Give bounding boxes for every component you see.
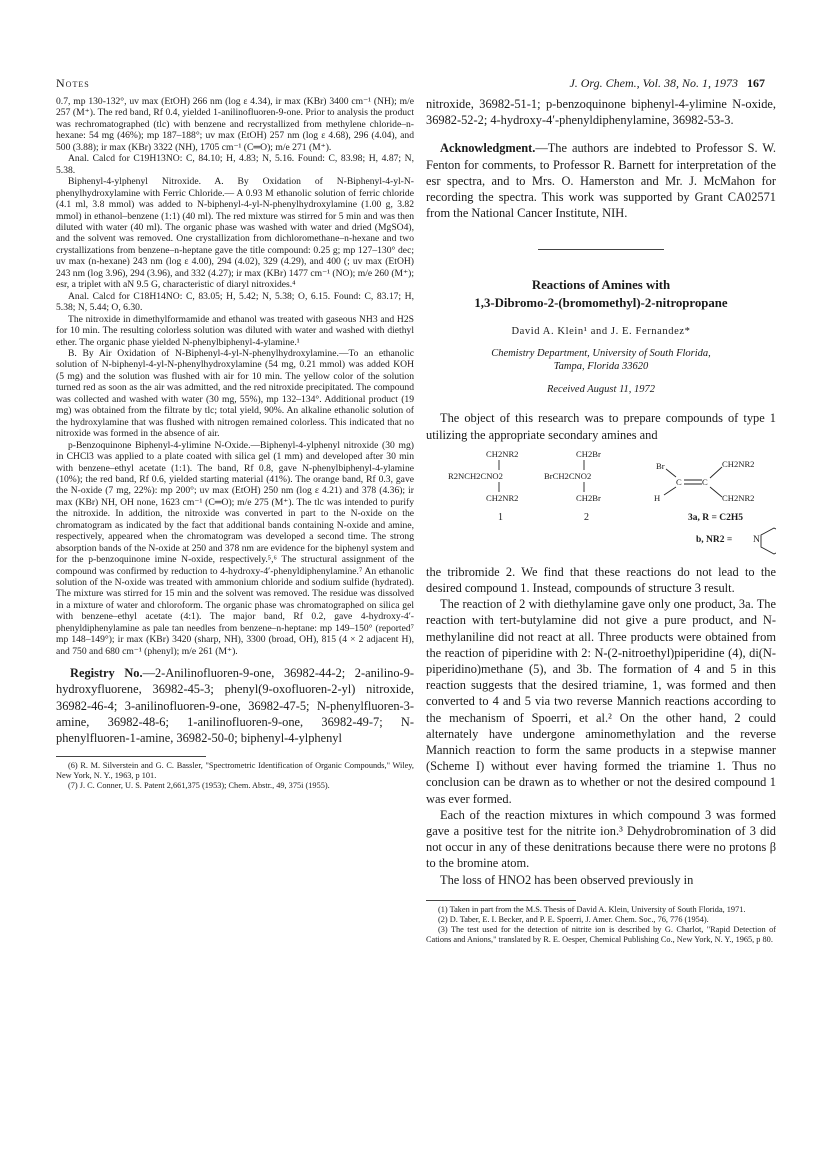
paragraph: B. By Air Oxidation of N-Biphenyl-4-yl-N-phenylhydroxylamine.—To an ethanolic solution of N-biphenyl-4-yl-N-phenylhydroxylamine (54 mg, 0.21 mmol) was added KOH (5 mg) and the solution was flushed with air for 10 min. The yellow color of the solution turned red as soon as the air was admitted, and the red nitroxide precipitated. The compound was collected and washed with water (30 mg, 55%), mp 132–134°. Additional product (19 mg) was obtained from the filtrate by tlc; total yield, 90%. An alkaline ethanolic solution of the hydroxylamine that was flushed with nitrogen remained colorless. This indicated that no nitroxide was formed in the absence of air. <box>56 347 414 440</box>
footnote-divider <box>426 900 576 901</box>
paragraph: Each of the reaction mixtures in which compound 3 was formed gave a positive test for the nitrite ion.³ Dehydrobromination of 3 did not occur in any of these denitrations because there were no protons β to the bromine atom. <box>426 807 776 871</box>
footnote: (2) D. Taber, E. I. Becker, and P. E. Spoerri, J. Amer. Chem. Soc., 76, 776 (1954). <box>438 914 709 924</box>
paragraph: Anal. Calcd for C18H14NO: C, 83.05; H, 5.42; N, 5.38; O, 6.15. Found: C, 83.17; H, 5.38; N, 5.44; O, 6.30. <box>56 290 414 314</box>
structure-3a-label: 3a, R = C2H5 <box>688 512 744 523</box>
paragraph: nitroxide, 36982-51-1; p-benzoquinone biphenyl-4-ylimine N-oxide, 36982-52-2; 4-hydroxy-4′-phenyldiphenylamine, 36982-53-3. <box>426 97 776 128</box>
structure-1-middle: R2NCH2CNO2 <box>448 470 503 481</box>
right-column <box>426 96 776 945</box>
structure-figure <box>426 449 776 564</box>
structure-3b-label: b, NR2 = <box>696 534 733 545</box>
article-title-line1: Reactions of Amines with <box>531 278 671 293</box>
article-heading <box>426 276 776 396</box>
structure-2-bottom: CH2Br <box>576 492 601 503</box>
article-title-line2: 1,3-Dibromo-2-(bromomethyl)-2-nitropropane <box>474 296 728 311</box>
affiliation-line1: Chemistry Department, University of South Florida, <box>491 348 711 360</box>
registry-section <box>56 665 414 746</box>
registry-label: Registry No. <box>70 666 143 681</box>
structure-1-top: CH2NR2 <box>486 448 519 459</box>
paragraph: The object of this research was to prepare compounds of type 1 utilizing the appropriate secondary amines and <box>426 411 776 442</box>
structure-2-middle: BrCH2CNO2 <box>544 470 592 481</box>
paragraph: The loss of HNO2 has been observed previously in <box>440 872 694 887</box>
registry-text: —2-Anilinofluoren-9-one, 36982-44-2; 2-anilino-9-hydroxyfluorene, 36982-45-3; phenyl(9-oxofluoren-2-yl) nitroxide, 36982-46-4; 3-anilinofluoren-9-one, 36982-47-5; N-phenylfluoren-3-amine, 36982-48-6; 1-anilinofluoren-9-one, 36982-49-7; N-phenylfluoren-1-amine, 36982-50-0; biphenyl-4-ylphenyl <box>56 666 414 746</box>
registry-continuation <box>426 96 776 128</box>
body-text <box>426 564 776 888</box>
structure-3-br: Br <box>656 460 665 471</box>
paragraph: The reaction of 2 with diethylamine gave only one product, 3a. The reaction with tert-butylamine did not give a pure product, and N-methylaniline did not react at all. Three products were obtained from the reaction of piperidine with 2: N-(2-nitroethyl)piperidine (4), di(N-piperidino)methane (5), and 3b. The formation of 4 and 5 in this reaction suggests that the desired triamine, 1, was formed and then converted to 4 and 5 via two reverse Mannich reactions according to the mechanism of Spoerri, et al.² On the other hand, 2 could alternately have undergone aminomethylation and the reverse Mannich reaction to form the same products in a stepwise manner (Scheme I) without ever having formed the triamine 1. Thus no conclusion can be drawn as to whether or not the desired compound 1 was ever formed. <box>426 597 776 806</box>
structure-3-carbon-left: C <box>676 476 682 487</box>
paragraph: The nitroxide in dimethylformamide and ethanol was treated with gaseous NH3 and H2S for 10 min. The resulting colorless solution was diluted with water and washed with diethyl ether. The organic phase yielded N-phenylbiphenyl-4-ylamine.¹ <box>56 313 414 348</box>
footnote: (6) R. M. Silverstein and G. C. Bassler, "Spectrometric Identification of Organic Compounds," Wiley, New York, N. Y., 1963, p 101. <box>56 761 414 781</box>
paragraph: 0.7, mp 130-132°, uv max (EtOH) 266 nm (log ε 4.34), ir max (KBr) 3400 cm⁻¹ (NH); m/e 257 (M⁺). The red band, Rf 0.4, yielded 1-anilinofluoren-9-one. Prior to analysis the product was rechromatographed (tlc) with benzene and recrystallized from methylene chloride–n-hexane: 54 mg (46%); mp 187–188°; uv max (EtOH) 257 nm (log ε 4.68), 296 (4.04), and 500 (3.88); ir max (KBr) 3322 (NH), 1705 cm⁻¹ (C═O); m/e 271 (M⁺). <box>56 96 414 153</box>
structure-3-ch2-bottom: CH2NR2 <box>722 492 755 503</box>
footnote: (3) The test used for the detection of nitrite ion is described by G. Charlot, "Rapid Detection of Cations and Anions," translated by R. E. Oesper, Chemical Publishing Co., New York, N. Y., 1965, p 80. <box>426 924 776 944</box>
running-header-section: Notes <box>56 76 90 90</box>
affiliation-line2: Tampa, Florida 33620 <box>553 361 649 373</box>
page-number: 167 <box>747 76 765 90</box>
acknowledgment-section <box>426 140 776 221</box>
article-divider <box>538 249 664 250</box>
structure-3-carbon-right: C <box>702 476 708 487</box>
structure-3-h: H <box>654 492 661 503</box>
structure-1-label: 1 <box>498 511 503 523</box>
acknowledgment-label: Acknowledgment. <box>440 141 536 156</box>
received-date: Received August 11, 1972 <box>546 384 656 396</box>
footnote-divider <box>56 756 206 757</box>
structure-bonds <box>426 449 776 564</box>
acknowledgment-text: —The authors are indebted to Professor S. W. Fenton for comments, to Professor R. Barnett for interpretation of the esr spectra, and to Mrs. O. Hamerston and Mr. J. McMahon for recording the spectra. This work was supported by Grant CA02571 from the National Cancer Institute, NIH. <box>426 141 776 221</box>
piperidine-nitrogen: N <box>753 534 760 545</box>
structure-2-label: 2 <box>584 511 589 523</box>
paragraph: Anal. Calcd for C19H13NO: C, 84.10; H, 4.83; N, 5.16. Found: C, 83.98; H, 4.87; N, 5.38. <box>56 153 414 176</box>
running-header-journal <box>569 76 765 91</box>
experimental-text <box>56 96 414 657</box>
structure-3-ch2-top: CH2NR2 <box>722 458 755 469</box>
paragraph: p-Benzoquinone Biphenyl-4-ylimine N-Oxide.—Biphenyl-4-ylphenyl nitroxide (30 mg) in CHCl3 was applied to a plate coated with silica gel (1 mm) and developed after 30 min with benzene–ethyl acetate (1:1). The band, Rf 0.8, gave N-phenylbiphenyl-4-ylamine (10%); the red band, Rf 0.6, yielded starting material (41%). The orange band, Rf 0.3, gave the N-oxide (7 mg, 22%): mp 200°; uv max (EtOH) 250 nm (log ε 4.21) and 378 (4.36); ir max (KBr) NH, OH none, 1623 cm⁻¹ (C═O); m/e 275 (M⁺). The tlc was intended to purify the nitroxide. In addition, the nitroxide was converted in part to the N-oxide on the chromatogram as indicated by the fact that additional bands containing N-oxide and amine, respectively, appeared when the chromatogram was developed a second time. The strong absorption bands of the N-oxide at 250 and 378 nm are evidence for the biphenyl system and for the p-benzoquinone imine N-oxide, respectively.⁵,⁶ The structural assignment of the compound was confirmed by reduction to 4-hydroxy-4′-phenyldiphenylamine.⁷ An ethanolic solution of the N-oxide was treated with ammonium chloride and sodium sulfide (hydrated). The mixture was stirred for 15 min and the solvent was removed. The residue was dissolved in a mixture of water and chloroform. The organic phase was chromatographed on silica gel with benzene–ethyl acetate (4:1). The major band, Rf 0.2, gave 4-hydroxy-4′-phenyldiphenylamine as pale tan needles from benzene–n-heptane: mp 149–150° (reported⁷ mp 148–149°); ir max (KBr) 3420 (sharp, NH), 3300 (broad, OH), 815 (4 × 2 adjacent H), and 750 and 680 cm⁻¹ (phenyl); m/e 261 (M⁺). <box>56 439 414 657</box>
left-column <box>56 96 414 791</box>
intro-section <box>426 410 776 442</box>
structure-2-top: CH2Br <box>576 448 601 459</box>
paragraph: Biphenyl-4-ylphenyl Nitroxide. A. By Oxidation of N-Biphenyl-4-yl-N-phenylhydroxylamine with Ferric Chloride.— A 0.93 M ethanolic solution of ferric chloride (4.1 ml, 3.8 mmol) was added to N-biphenyl-4-yl-N-phenylhydroxylamine (1.00 g, 3.82 mmol) in ethanol–benzene (1:1) (40 ml). The red mixture was stirred for 5 min and was then diluted with water (40 ml). The organic phase was washed with water and dried (MgSO4), and the solvent was removed. One crystallization from dichloromethane–n-hexane and two crystallizations from benzene–n-heptane gave the title compound: 0.25 g; mp 127–130° dec; uv max (n-hexane) 243 nm (log ε 4.00), 294 (4.02), 329 (4.29), and 400 (; uv max (EtOH) 243 nm (log 3.96), 294 (3.96), and 332 (4.27); ir max (KBr) 1477 cm⁻¹ (NO); m/e 260 (M⁺); esr, a triplet with aN 9.5 G, characteristic of diaryl nitroxides.⁴ <box>56 176 414 291</box>
structure-1-bottom: CH2NR2 <box>486 492 519 503</box>
journal-citation: J. Org. Chem., Vol. 38, No. 1, 1973 <box>569 76 738 90</box>
footnote: (7) J. C. Conner, U. S. Patent 2,661,375 (1953); Chem. Abstr., 49, 375i (1955). <box>68 781 330 791</box>
paragraph: the tribromide 2. We find that these reactions do not lead to the desired compound 1. Instead, compounds of structure 3 result. <box>426 564 776 596</box>
footnote: (1) Taken in part from the M.S. Thesis of David A. Klein, University of South Florida, 1971. <box>438 904 746 914</box>
article-authors: David A. Klein¹ and J. E. Fernandez* <box>511 326 691 338</box>
